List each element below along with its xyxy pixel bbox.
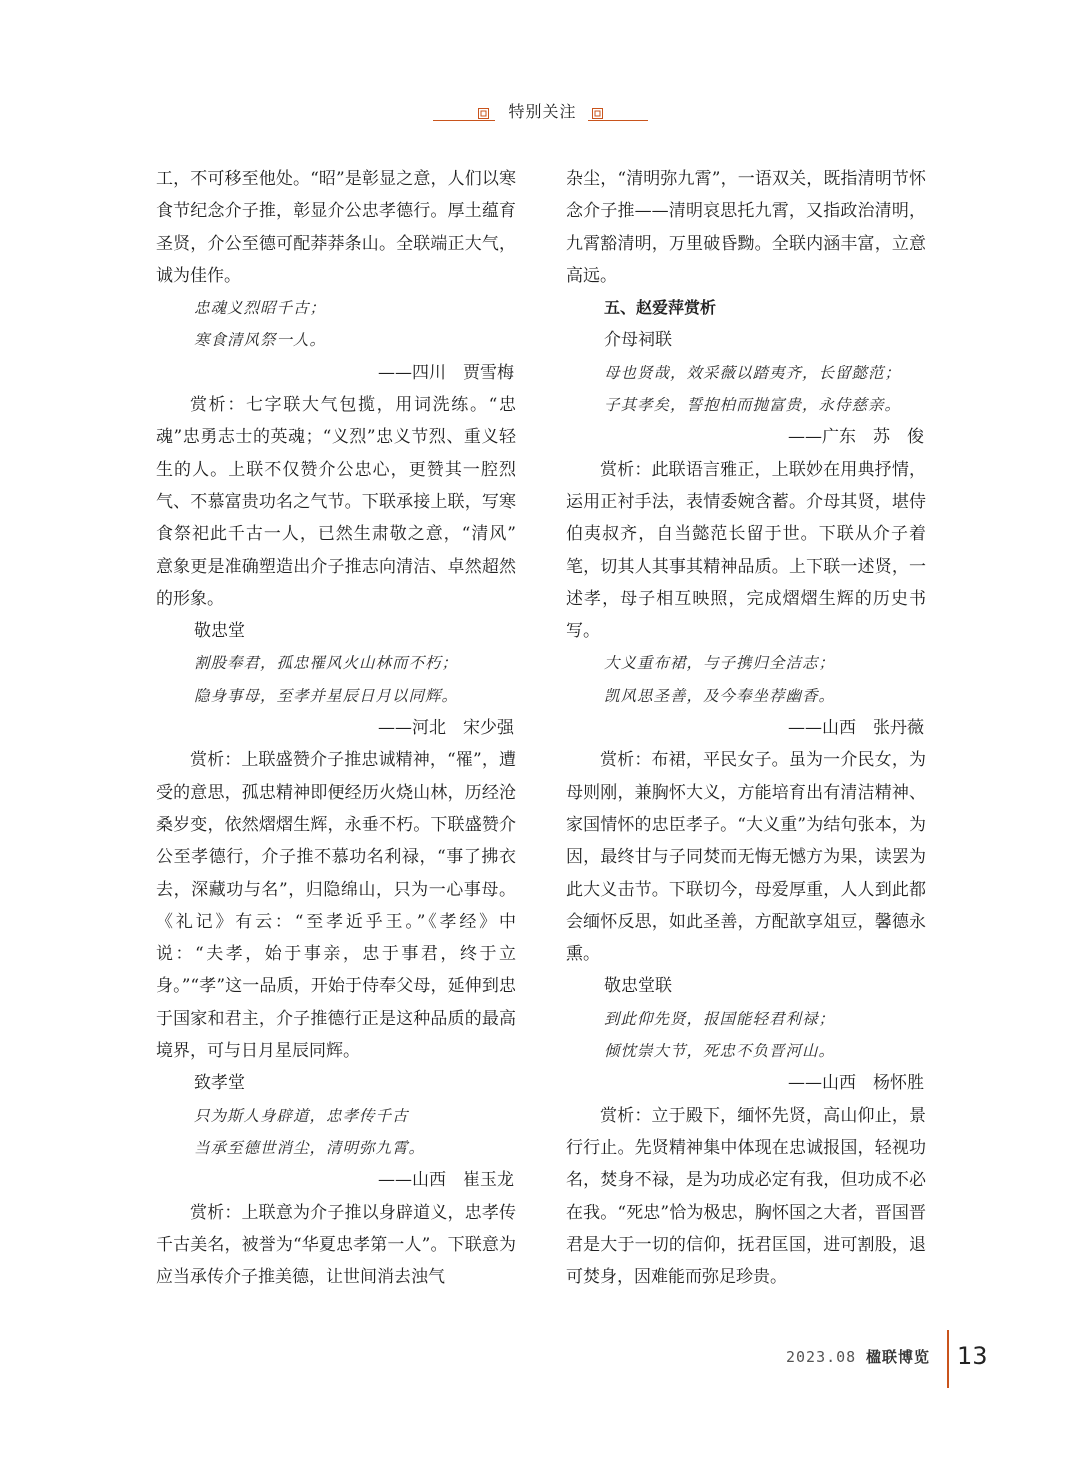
analysis-paragraph: 赏析：此联语言雅正，上联妙在用典抒情，运用正衬手法，表情委婉含蓄。介母其贤，堪侍伯夷叔齐，自当懿范长留于世。下联从介子着笔，切其人其事其精神品质。上下联一述贤，一述孝，母子相互映照，完成熠熠生辉的历史书写。 — [566, 459, 926, 642]
couplet-author: ——山西 张丹薇 — [788, 718, 924, 739]
page-number: 13 — [957, 1342, 988, 1370]
couplet-line: 当承至德世消尘，清明弥九霄。 — [194, 1138, 426, 1157]
page-header — [0, 96, 1080, 128]
couplet-line: 隐身事母，至孝并星辰日月以同辉。 — [194, 686, 459, 705]
section-heading: 五、赵爱萍赏析 — [604, 298, 717, 318]
couplet-title: 敬忠堂联 — [604, 976, 672, 997]
analysis-paragraph: 赏析：七字联大气包揽，用词洗练。“忠魂”忠勇志士的英魂；“义烈”忠义节烈、重义轻生的人。上联不仅赞介公忠心，更赞其一腔烈气、不慕富贵功名之气节。下联承接上联，写寒食祭祀此千古一人，已然生肃敬之意，“清风” 意象更是准确塑造出介子推志向清洁、卓然超然的形象。 — [156, 395, 516, 609]
couplet-title: 致孝堂 — [194, 1073, 245, 1094]
magazine-name: 楹联博览 — [866, 1348, 931, 1366]
header-rule-left — [433, 120, 495, 121]
left-column — [156, 163, 516, 1293]
couplet-line: 大义重布裙，与子携归全洁志； — [604, 654, 836, 673]
couplet-line: 母也贤哉，效采薇以踏夷齐，长留懿范； — [604, 363, 902, 382]
couplet-line: 忠魂义烈昭千古； — [194, 299, 327, 318]
couplet-title: 介母祠联 — [604, 330, 672, 351]
couplet-author: ——四川 贾雪梅 — [378, 362, 514, 383]
couplet-author: ——山西 杨怀胜 — [788, 1073, 924, 1094]
couplet-line: 子其孝矣，誓抱柏而抛富贵，永侍慈亲。 — [604, 396, 902, 415]
couplet-line: 凯风思圣善，及今奉坐荐幽香。 — [604, 686, 836, 705]
paragraph: 杂尘，“清明弥九霄”，一语双关，既指清明节怀念介子推——清明哀思托九霄，又指政治清明，九霄豁清明，万里破昏黝。全联内涵丰富，立意高远。 — [566, 169, 926, 286]
analysis-paragraph: 赏析：上联意为介子推以身辟道义，忠孝传千古美名，被誉为“华夏忠孝第一人”。下联意为应当承传介子推美德，让世间消去浊气 — [156, 1202, 516, 1288]
couplet-title: 敬忠堂 — [194, 621, 245, 642]
couplet-line: 到此仰先贤，报国能轻君利禄； — [604, 1009, 836, 1028]
couplet-author: ——山西 崔玉龙 — [378, 1170, 514, 1191]
analysis-paragraph: 赏析：上联盛赞介子推忠诚精神，“罹”，遭受的意思，孤忠精神即便经历火烧山林，历经沧桑岁变，依然熠熠生辉，永垂不朽。下联盛赞介公至孝德行，介子推不慕功名利禄，“事了拂衣去，深藏功与名”，归隐绵山，只为一心事母。《礼记》有云：“至孝近乎王。”《孝经》中说：“夫孝，始于事亲，忠于事君，终于立身。”“孝”这一品质，开始于侍奉父母，延伸到忠于国家和君主，介子推德行正是这种品质的最高境界，可与日月星辰同辉。 — [156, 750, 516, 1062]
analysis-paragraph: 赏析：立于殿下，缅怀先贤，高山仰止，景行行止。先贤精神集中体现在忠诚报国，轻视功名，焚身不禄，是为功成必定有我，但功成不必在我。“死忠”恰为极忠，胸怀国之大者，晋国晋君是大于一切的信仰，抚君匡国，进可割股，退可焚身，因难能而弥足珍贵。 — [566, 1105, 926, 1288]
couplet-line: 割股奉君，孤忠罹风火山林而不朽； — [194, 654, 459, 673]
right-column — [566, 163, 926, 1293]
issue-date: 2023.08 — [786, 1348, 857, 1366]
header-rule-right — [588, 120, 648, 121]
couplet-line: 寒食清风祭一人。 — [194, 331, 327, 350]
section-title: 特别关注 — [508, 102, 577, 121]
couplet-line: 倾忱崇大节，死忠不负晋河山。 — [604, 1042, 836, 1061]
header-ornament-left-icon — [478, 108, 489, 119]
couplet-author: ——广东 苏 俊 — [788, 427, 924, 448]
couplet-author: ——河北 宋少强 — [378, 718, 514, 739]
header-ornament-right-icon — [592, 108, 603, 119]
paragraph: 工，不可移至他处。“昭”是彰显之意，人们以寒食节纪念介子推，彰显介公忠孝德行。厚土蕴育圣贤，介公至德可配莽莽条山。全联端正大气，诚为佳作。 — [156, 169, 516, 286]
couplet-line: 只为斯人身辟道，忠孝传千古 — [194, 1106, 409, 1125]
analysis-paragraph: 赏析：布裙，平民女子。虽为一介民女，为母则刚，兼胸怀大义，方能培育出有清洁精神、家国情怀的忠臣孝子。“大义重”为结句张本，为因，最终甘与子同焚而无悔无憾方为果，读罢为此大义击节。下联切今，母爱厚重，人人到此都会缅怀反思，如此圣善，方配歆享俎豆，馨德永熏。 — [566, 750, 926, 965]
footer-rule — [947, 1330, 949, 1388]
page-footer — [0, 1330, 1080, 1390]
